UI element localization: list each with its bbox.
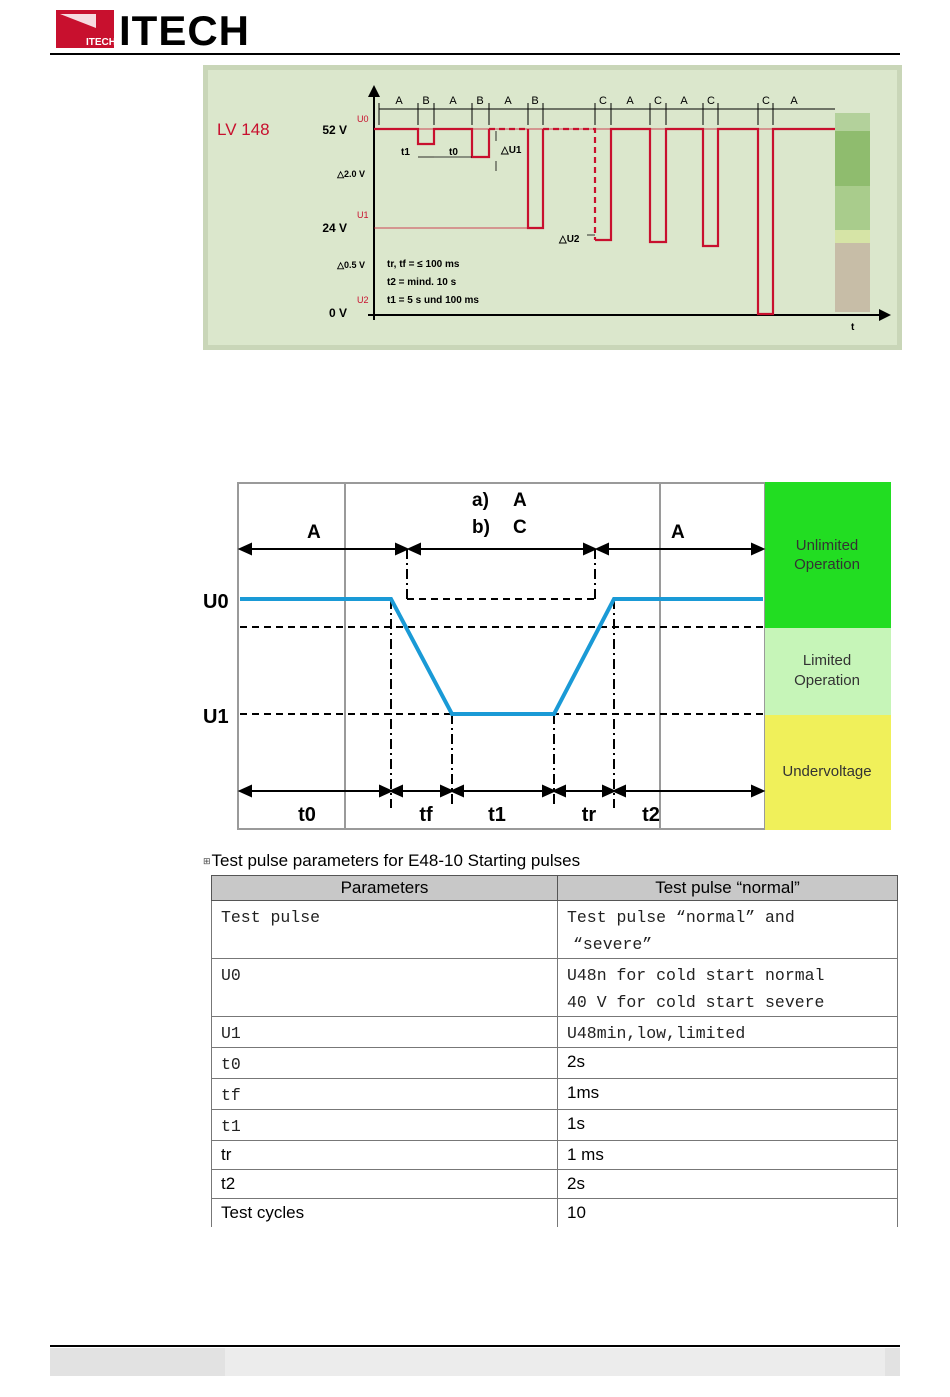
header-parameters: Parameters [212, 876, 558, 901]
table-row [212, 1170, 898, 1199]
zone-undervoltage: Undervoltage [782, 763, 872, 780]
note-line: t1 = 5 s und 100 ms [387, 295, 479, 306]
seg-label: C [599, 95, 607, 107]
y-label-24v: 24 V [322, 221, 347, 235]
delta-label: △2.0 V [337, 169, 365, 179]
label-b: b) [472, 517, 490, 538]
seg-label: A [790, 95, 798, 107]
seg-label: A [504, 95, 512, 107]
value-cell: 2s [558, 1170, 898, 1199]
segment-right: A [671, 522, 685, 543]
table-anchor-icon: ⊞ [203, 856, 211, 867]
time-label-tr: tr [581, 804, 597, 826]
seg-label: A [395, 95, 403, 107]
value-cell: Test pulse “normal” and “severe” [558, 901, 898, 959]
starting-pulse-diagram [195, 478, 900, 838]
table-row [212, 959, 898, 1017]
param-cell: t1 [212, 1110, 558, 1141]
label-a: a) [472, 490, 489, 511]
u1-label: U1 [203, 706, 229, 728]
table-row [212, 1017, 898, 1048]
footer-rule [50, 1345, 900, 1347]
table-header-row [212, 876, 898, 901]
header-rule [50, 53, 900, 55]
value-cell: 1 ms [558, 1141, 898, 1170]
seg-label: B [422, 95, 430, 107]
value-cell: 1ms [558, 1079, 898, 1110]
label-a-val: A [513, 490, 527, 511]
param-cell: t2 [212, 1170, 558, 1199]
label-b-val: C [513, 517, 527, 538]
param-cell: U0 [212, 959, 558, 1017]
seg-label: C [654, 95, 662, 107]
value-cell: 10 [558, 1199, 898, 1228]
param-cell: tr [212, 1141, 558, 1170]
table-row [212, 1048, 898, 1079]
u0-label: U0 [203, 591, 229, 613]
seg-label: B [476, 95, 484, 107]
u1-label: U1 [357, 210, 369, 220]
param-cell: tf [212, 1079, 558, 1110]
param-cell: Test cycles [212, 1199, 558, 1228]
zone-unlimited-l2: Operation [794, 556, 860, 573]
t1-marker: t1 [401, 147, 410, 158]
brand-text: ITECH [119, 7, 250, 50]
table-row [212, 1141, 898, 1170]
table-row [212, 1199, 898, 1228]
value-cell: 2s [558, 1048, 898, 1079]
seg-label: C [762, 95, 770, 107]
value-cell: U48n for cold start normal 40 V for cold start severe [558, 959, 898, 1017]
delta-u2-label: △U2 [559, 234, 580, 245]
param-cell: U1 [212, 1017, 558, 1048]
u2-label: U2 [357, 295, 369, 305]
seg-label: C [707, 95, 715, 107]
table-row [212, 1110, 898, 1141]
y-label-52v: 52 V [322, 123, 347, 137]
value-cell: U48min,low,limited [558, 1017, 898, 1048]
header-test-pulse: Test pulse “normal” [558, 876, 898, 901]
time-label-t1: t1 [488, 804, 506, 826]
time-label-tf: tf [419, 804, 433, 826]
zone-limited-l2: Operation [794, 672, 860, 689]
table-row [212, 1079, 898, 1110]
lv148-diagram [203, 65, 902, 350]
seg-label: A [626, 95, 634, 107]
y-label-0v: 0 V [328, 306, 347, 320]
itech-logo [56, 6, 271, 50]
time-label-t0: t0 [298, 804, 316, 826]
segment-left: A [307, 522, 321, 543]
seg-label: B [531, 95, 539, 107]
delta-u1-label: △U1 [501, 145, 522, 156]
delta-label: △0.5 V [337, 260, 365, 270]
param-cell: Test pulse [212, 901, 558, 959]
zone-limited-l1: Limited [802, 652, 852, 669]
footer-bar [50, 1348, 900, 1376]
t-axis-label: t [851, 322, 855, 333]
zone-unlimited-l1: Unlimited [795, 537, 859, 554]
parameters-table [211, 875, 898, 1227]
t0-marker: t0 [449, 147, 458, 158]
u0-label: U0 [357, 114, 369, 124]
seg-label: A [680, 95, 688, 107]
logo-small-text: ITECH [86, 37, 116, 48]
time-label-t2: t2 [642, 804, 660, 826]
param-cell: t0 [212, 1048, 558, 1079]
figure1-title: LV 148 [217, 120, 270, 139]
note-line: t2 = mind. 10 s [387, 277, 457, 288]
seg-label: A [449, 95, 457, 107]
note-line: tr, tf = ≤ 100 ms [387, 259, 460, 270]
value-cell: 1s [558, 1110, 898, 1141]
table-row [212, 901, 898, 959]
table-caption: ⊞Test pulse parameters for E48-10 Starting pulses [203, 851, 581, 870]
